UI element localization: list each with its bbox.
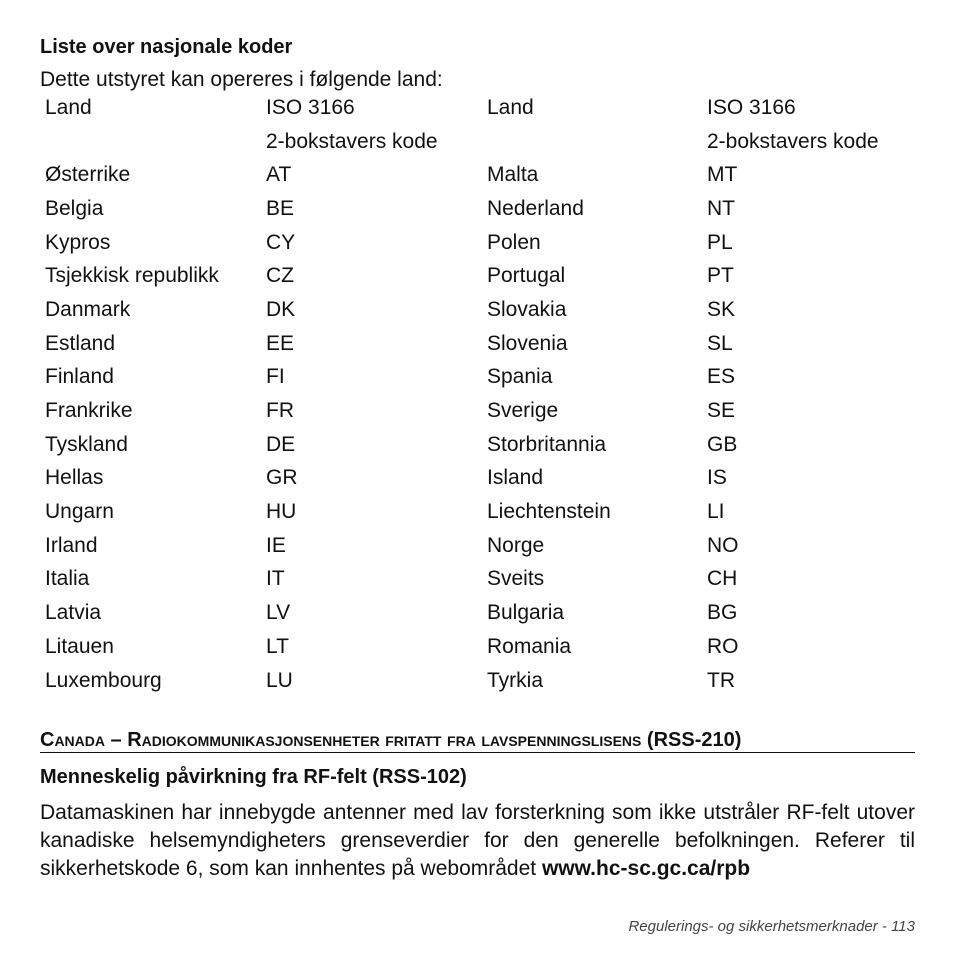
country-name-cell: Tyrkia <box>487 668 544 692</box>
table-row <box>40 529 897 563</box>
country-name-cell: Liechtenstein <box>487 500 611 524</box>
table-row <box>40 293 897 327</box>
country-code-cell: RO <box>707 634 739 658</box>
table-row <box>40 495 897 529</box>
table-row <box>40 664 897 698</box>
country-name-cell: Belgia <box>45 196 104 220</box>
intro-text: Dette utstyret kan opereres i følgende land: <box>40 68 443 91</box>
country-name-cell: Nederland <box>487 196 584 220</box>
country-code-cell: BE <box>266 196 295 220</box>
country-code-cell: FR <box>266 399 294 423</box>
country-name-cell: Estland <box>45 331 116 355</box>
country-name-cell: Slovakia <box>487 297 567 321</box>
country-code-cell: IE <box>266 533 286 557</box>
country-name-cell: Malta <box>487 163 539 187</box>
country-code-cell: DE <box>266 432 296 456</box>
country-code-table <box>40 91 897 697</box>
country-code-cell: NO <box>707 533 739 557</box>
country-name-cell: Norge <box>487 533 545 557</box>
country-name-cell: Østerrike <box>45 163 131 187</box>
country-name-cell: Finland <box>45 365 114 389</box>
country-name-cell: Hellas <box>45 466 104 490</box>
website-link[interactable]: www.hc-sc.gc.ca/rpb <box>541 857 751 880</box>
country-code-cell: LV <box>266 601 291 625</box>
country-code-cell: LU <box>266 668 293 692</box>
country-name-cell: Sveits <box>487 567 545 591</box>
country-name-cell: Luxembourg <box>45 668 162 692</box>
country-name-cell: Litauen <box>45 634 114 658</box>
table-header-row <box>40 91 897 125</box>
country-name-cell: Spania <box>487 365 553 389</box>
country-name-cell: Tyskland <box>45 432 128 456</box>
table-row <box>40 630 897 664</box>
country-code-cell: GB <box>707 432 738 456</box>
country-code-cell: AT <box>266 163 292 187</box>
header-cell: ISO 3166 <box>266 95 355 119</box>
country-code-cell: PT <box>707 264 734 288</box>
country-code-cell: CH <box>707 567 738 591</box>
header-cell: ISO 3166 <box>707 95 796 119</box>
section-title: Canada – Radiokommunikasjonsenheter fritatt fra lavspenningslisens (RSS-210) <box>40 728 915 753</box>
header-cell <box>482 125 702 159</box>
country-code-cell: GR <box>266 466 298 490</box>
page-heading: Liste over nasjonale koder <box>40 36 293 58</box>
country-name-cell: Frankrike <box>45 399 133 423</box>
country-code-cell: TR <box>707 668 735 692</box>
country-code-cell: IS <box>707 466 727 490</box>
country-name-cell: Latvia <box>45 601 102 625</box>
subheading: Menneskelig påvirkning fra RF-felt (RSS-102) <box>40 766 467 788</box>
table-row <box>40 259 897 293</box>
table-row <box>40 462 897 496</box>
table-row <box>40 226 897 260</box>
country-name-cell: Romania <box>487 634 572 658</box>
paragraph-text: Datamaskinen har innebygde antenner med lav forsterkning som ikke utstråler RF-felt utover kanadiske helsemyndigheters grenseverdier for den generelle befolkningen. Referer til sikkerhetskode 6, som kan innhentes på webområdet <box>40 801 915 880</box>
country-code-cell: SE <box>707 399 736 423</box>
country-code-cell: LT <box>266 634 289 658</box>
table-row <box>40 327 897 361</box>
country-name-cell: Italia <box>45 567 90 591</box>
header-cell <box>40 125 261 159</box>
country-name-cell: Polen <box>487 230 541 254</box>
header-cell: 2-bokstavers kode <box>707 129 879 153</box>
country-code-cell: HU <box>266 500 297 524</box>
country-code-cell: DK <box>266 297 296 321</box>
header-cell: 2-bokstavers kode <box>266 129 438 153</box>
country-name-cell: Sverige <box>487 399 559 423</box>
country-code-cell: SK <box>707 297 736 321</box>
table-row <box>40 563 897 597</box>
table-row <box>40 361 897 395</box>
country-name-cell: Island <box>487 466 544 490</box>
country-code-cell: MT <box>707 163 738 187</box>
country-name-cell: Irland <box>45 533 98 557</box>
country-code-cell: CY <box>266 230 296 254</box>
table-row <box>40 394 897 428</box>
table-row <box>40 158 897 192</box>
country-code-cell: LI <box>707 500 725 524</box>
country-name-cell: Portugal <box>487 264 566 288</box>
country-code-cell: SL <box>707 331 733 355</box>
country-name-cell: Ungarn <box>45 500 114 524</box>
country-name-cell: Kypros <box>45 230 111 254</box>
table-row <box>40 428 897 462</box>
country-code-cell: PL <box>707 230 733 254</box>
country-code-cell: ES <box>707 365 736 389</box>
table-row <box>40 596 897 630</box>
country-name-cell: Slovenia <box>487 331 568 355</box>
country-name-cell: Tsjekkisk republikk <box>45 264 219 288</box>
country-code-cell: FI <box>266 365 285 389</box>
page-footer: Regulerings- og sikkerhetsmerknader - 113 <box>628 918 915 935</box>
country-code-cell: BG <box>707 601 738 625</box>
country-name-cell: Bulgaria <box>487 601 565 625</box>
country-code-cell: NT <box>707 196 735 220</box>
country-name-cell: Danmark <box>45 297 131 321</box>
country-code-cell: IT <box>266 567 285 591</box>
table-row <box>40 192 897 226</box>
header-cell: Land <box>45 95 92 119</box>
header-cell: Land <box>487 95 534 119</box>
table-header-row <box>40 125 897 159</box>
body-paragraph <box>40 799 915 883</box>
country-code-cell: CZ <box>266 264 294 288</box>
country-code-cell: EE <box>266 331 295 355</box>
country-name-cell: Storbritannia <box>487 432 607 456</box>
